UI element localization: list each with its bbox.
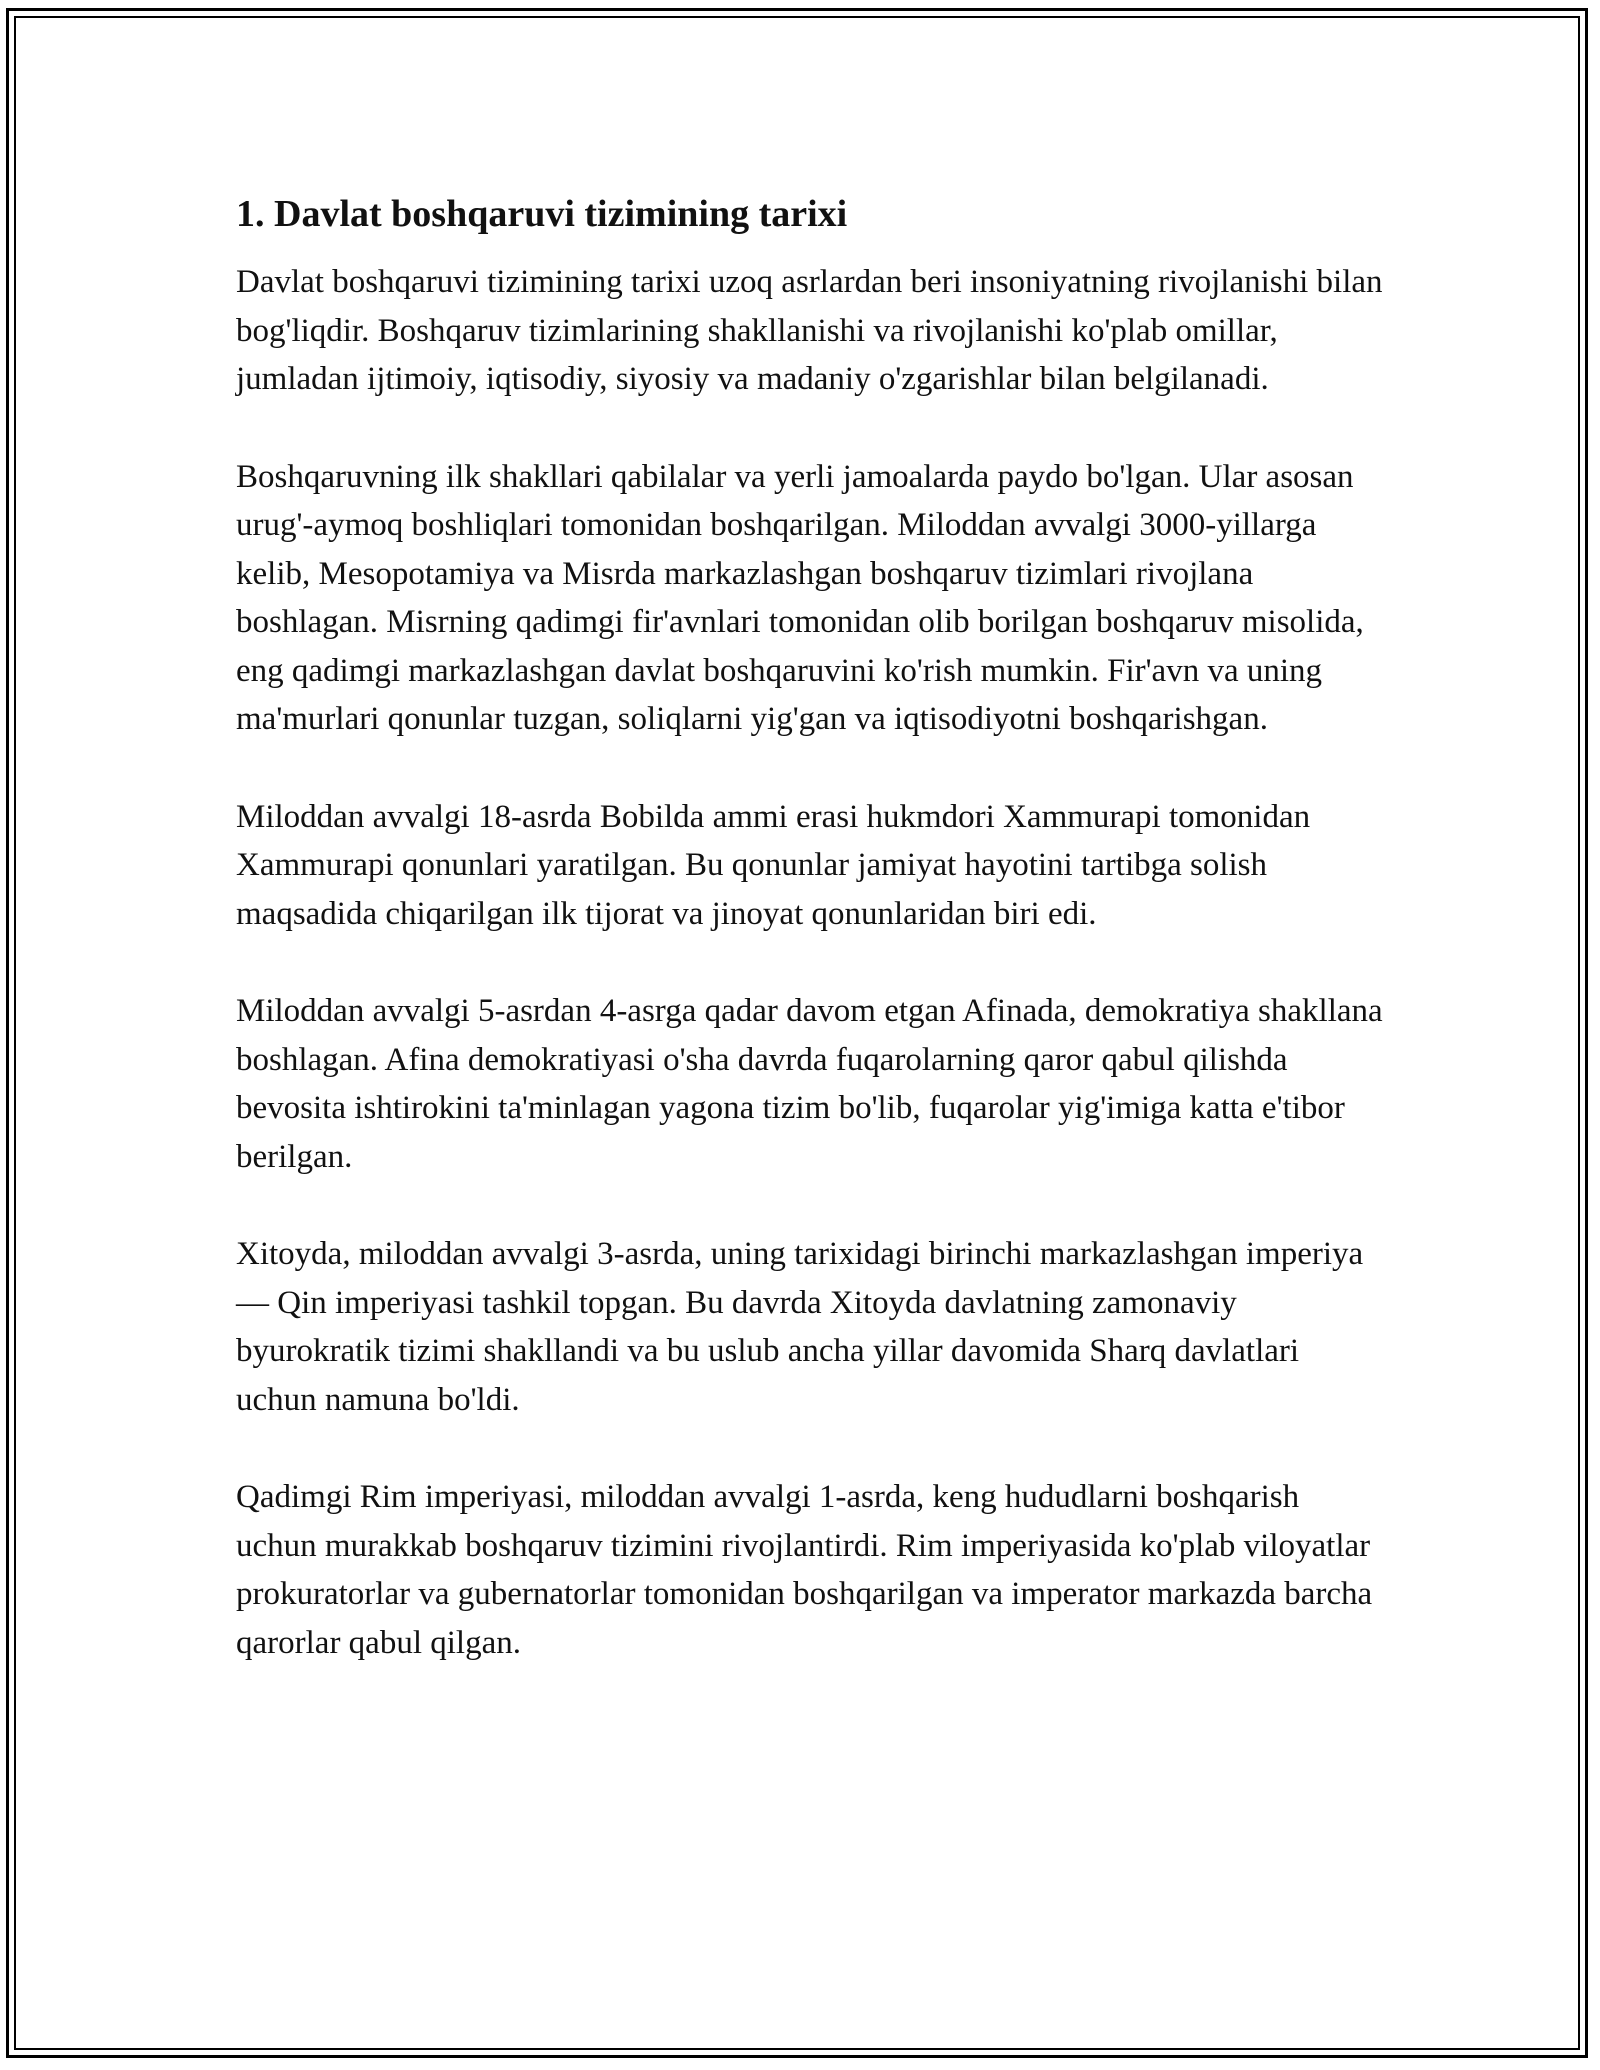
paragraph-hammurabi: Miloddan avvalgi 18-asrda Bobilda ammi erasi hukmdori Xammurapi tomonidan Xammurapi qonunlari yaratilgan. Bu qonunlar jamiyat hayotini tartibga solish maqsadida chiqarilgan ilk tijorat va jinoyat qonunlaridan biri edi. [236,798,1311,932]
paragraph-early-governance: Boshqaruvning ilk shakllari qabilalar va yerli jamoalarda paydo bo'lgan. Ular asosan urug'-aymoq boshliqlari tomonidan boshqarilgan. Miloddan avvalgi 3000-yillarga kelib, Mesopotamiya va Misrda markazlashgan boshqaruv tizimlari rivojlana boshlagan. Misrning qadimgi fir'avnlari tomonidan olib borilgan boshqaruv misolida, eng qadimgi markazlashgan davlat boshqaruvini ko'rish mumkin. Fir'avn va uning ma'murlari qonunlar tuzgan, soliqlarni yig'gan va iqtisodiyotni boshqarishgan. [236,458,1364,737]
paragraph-rome: Qadimgi Rim imperiyasi, miloddan avvalgi 1-asrda, keng hududlarni boshqarish uchun murakkab boshqaruv tizimini rivojlantirdi. Rim imperiyasida ko'plab viloyatlar prokuratorlar va gubernatorlar tomonidan boshqarilgan va imperator markazda barcha qarorlar qabul qilgan. [236,1479,1373,1661]
paragraph-intro: Davlat boshqaruvi tizimining tarixi uzoq asrlardan beri insoniyatning rivojlanishi bilan bog'liqdir. Boshqaruv tizimlarining shakllanishi va rivojlanishi ko'plab omillar, jumladan ijtimoiy, iqtisodiy, siyosiy va madaniy o'zgarishlar bilan belgilanadi. [236,264,1383,397]
document-body [236,188,1386,1716]
paragraph-athens: Miloddan avvalgi 5-asrdan 4-asrga qadar davom etgan Afinada, demokratiya shakllana boshlagan. Afina demokratiyasi o'sha davrda fuqarolarning qaror qabul qilishda bevosita ishtirokini ta'minlagan yagona tizim bo'lib, fuqarolar yig'imiga katta e'tibor berilgan. [236,993,1383,1175]
paragraph-qin: Xitoyda, miloddan avvalgi 3-asrda, uning tarixidagi birinchi markazlashgan imperiya — Qin imperiyasi tashkil topgan. Bu davrda Xitoyda davlatning zamonaviy byurokratik tizimi shakllandi va bu uslub ancha yillar davomida Sharq davlatlari uchun namuna bo'ldi. [236,1236,1364,1418]
section-heading: 1. Davlat boshqaruvi tizimining tarixi [236,193,848,235]
